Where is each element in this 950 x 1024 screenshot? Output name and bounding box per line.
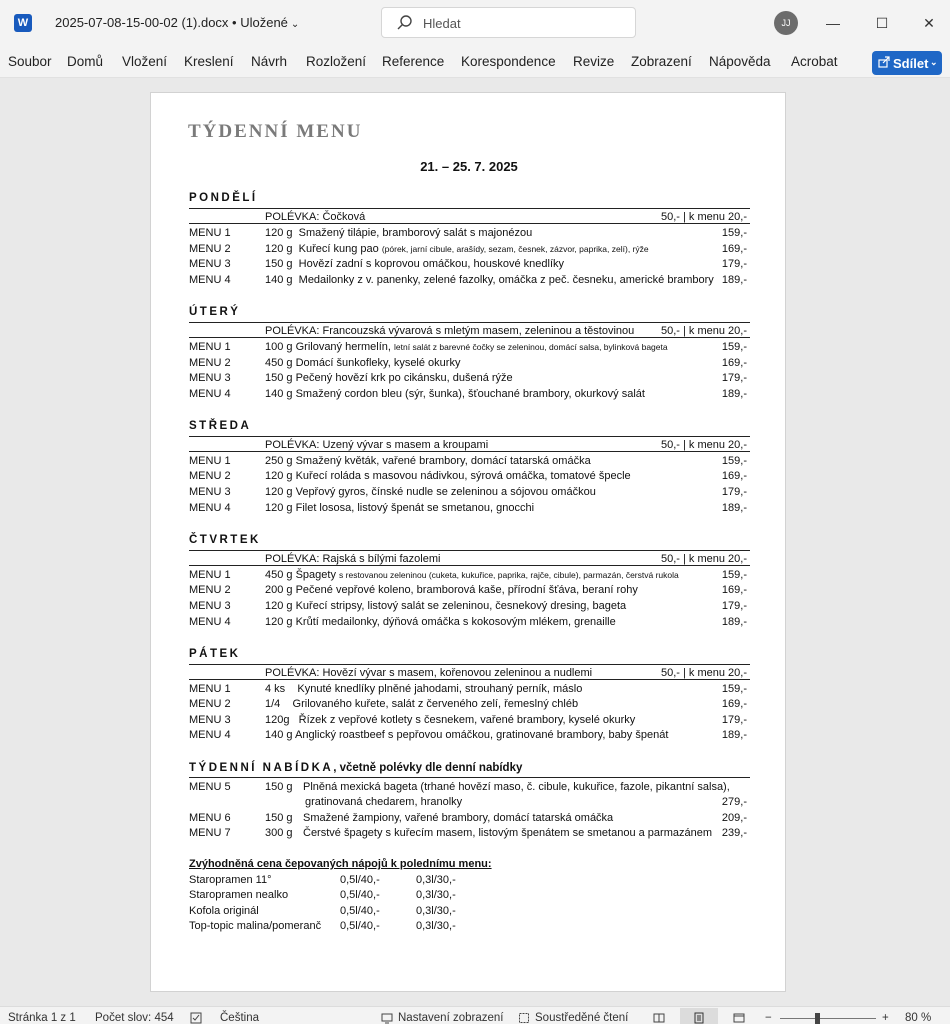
- drink-price-small: 0,3l/30,-: [416, 905, 456, 917]
- tab-korespondence[interactable]: Korespondence: [461, 54, 556, 69]
- soup-text: POLÉVKA: Hovězí vývar s masem, kořenovou zeleninou a nudlemi: [265, 667, 593, 679]
- menu-text: [265, 357, 460, 369]
- tab-revize[interactable]: Revize: [573, 54, 615, 69]
- display-settings-icon: [381, 1012, 393, 1024]
- menu-grams: 120 g: [265, 616, 293, 628]
- menu-grams: 450 g: [265, 569, 293, 581]
- menu-price: 159,-: [721, 683, 747, 695]
- soup-row: [189, 664, 750, 680]
- menu-grams: 120g: [265, 714, 290, 726]
- soup-price: 50,- | k menu 20,-: [660, 667, 747, 679]
- word-icon: W: [14, 14, 32, 32]
- menu-price: 159,-: [721, 569, 747, 581]
- menu-text: [265, 486, 596, 498]
- menu-label: MENU 1: [189, 341, 231, 353]
- menu-grams: 120 g: [265, 502, 293, 514]
- title-bar: [0, 0, 950, 46]
- menu-label: MENU 5: [189, 781, 231, 793]
- menu-label: MENU 2: [189, 243, 231, 255]
- search-box[interactable]: [381, 7, 636, 38]
- menu-text: [265, 243, 649, 255]
- menu-dish-extra: (pórek, jarní cibule, arašídy, sezam, česnek, zázvor, paprika, zelí), rýže: [381, 244, 649, 254]
- chevron-down-icon: ⌄: [930, 57, 938, 67]
- menu-dish: Kuřecí stripsy, listový salát se zeleninou, česnekový dresing, bageta: [295, 600, 627, 612]
- page-count[interactable]: Stránka 1 z 1: [8, 1012, 76, 1024]
- day-heading: PÁTEK: [189, 648, 241, 660]
- day-heading: ÚTERÝ: [189, 306, 241, 318]
- menu-label: MENU 1: [189, 455, 231, 467]
- menu-dish-continued: gratinovaná chedarem, hranolky: [305, 796, 463, 808]
- menu-row: [189, 683, 750, 698]
- menu-label: MENU 7: [189, 827, 231, 839]
- menu-price: 159,-: [721, 227, 747, 239]
- soup-text: POLÉVKA: Rajská s bílými fazolemi: [265, 553, 441, 565]
- day-heading: STŘEDA: [189, 420, 252, 432]
- menu-dish: Kynuté knedlíky plněné jahodami, strouhaný perník, máslo: [297, 683, 583, 695]
- menu-row: [189, 243, 750, 258]
- chevron-down-icon: ⌄: [290, 19, 300, 30]
- menu-dish: Řízek z vepřové kotlety s česnekem, vařené brambory, kyselé okurky: [298, 714, 636, 726]
- menu-row: [189, 372, 750, 387]
- menu-dish: Smažený tilápie, bramborový salát s majonézou: [298, 227, 533, 239]
- share-button[interactable]: [872, 51, 942, 75]
- soup-text: POLÉVKA: Uzený vývar s masem a kroupami: [265, 439, 489, 451]
- menu-text: [265, 341, 668, 353]
- menu-text: [265, 388, 645, 400]
- soup-price: 50,- | k menu 20,-: [660, 325, 747, 337]
- menu-dish: Smažené žampiony, vařené brambory, domácí tatarská omáčka: [303, 812, 614, 824]
- menu-row: [189, 455, 750, 470]
- menu-price: 169,-: [721, 243, 747, 255]
- menu-dish: Vepřový gyros, čínské nudle se zeleninou a sójovou omáčkou: [295, 486, 596, 498]
- drink-price-large: 0,5l/40,-: [340, 920, 380, 932]
- menu-dish: Hovězí zadní s koprovou omáčkou, houskové knedlíky: [298, 258, 565, 270]
- weekly-menu-row: [189, 827, 750, 842]
- minimize-button[interactable]: —: [826, 15, 840, 31]
- menu-label: MENU 2: [189, 698, 231, 710]
- menu-grams: 120 g: [265, 243, 293, 255]
- menu-text: [265, 569, 679, 581]
- close-button[interactable]: ✕: [923, 15, 935, 31]
- menu-row: [189, 227, 750, 242]
- menu-grams: 120 g: [265, 486, 293, 498]
- menu-label: MENU 1: [189, 227, 231, 239]
- menu-grams: 140 g: [265, 274, 293, 286]
- weekly-heading-title: TÝDENNÍ NABÍDKA: [189, 762, 334, 774]
- menu-dish: Grilovaný hermelín,: [295, 341, 391, 353]
- menu-price: 209,-: [721, 812, 747, 824]
- menu-row: [189, 486, 750, 501]
- menu-label: MENU 1: [189, 569, 231, 581]
- menu-price: 179,-: [721, 372, 747, 384]
- tab-reference[interactable]: Reference: [382, 54, 445, 69]
- menu-price: 169,-: [721, 698, 747, 710]
- tab-domu[interactable]: Domů: [67, 54, 104, 69]
- menu-grams: 4 ks: [265, 683, 286, 695]
- soup-row: [189, 322, 750, 338]
- menu-price: 169,-: [721, 357, 747, 369]
- status-bar: [0, 1006, 950, 1024]
- menu-price: 159,-: [721, 455, 747, 467]
- menu-row: [189, 569, 750, 584]
- drink-name: Kofola originál: [189, 905, 259, 917]
- drink-row: [189, 905, 589, 920]
- tab-rozlozeni[interactable]: Rozložení: [306, 54, 367, 69]
- menu-text: [265, 729, 668, 741]
- menu-grams: 150 g: [265, 812, 293, 824]
- read-mode-icon[interactable]: [653, 1012, 665, 1024]
- menu-dish: Smažený cordon bleu (sýr, šunka), šťouchané brambory, okurkový salát: [295, 388, 645, 400]
- menu-grams: 1/4: [265, 698, 281, 710]
- menu-dish: Smažený květák, vařené brambory, domácí tatarská omáčka: [295, 455, 591, 467]
- menu-label: MENU 3: [189, 714, 231, 726]
- menu-price: 179,-: [721, 600, 747, 612]
- menu-dish: Pečený hovězí krk po cikánsku, dušená rýže: [295, 372, 513, 384]
- menu-grams: 300 g: [265, 827, 293, 839]
- menu-price: 179,-: [721, 486, 747, 498]
- search-placeholder: Hledat: [423, 16, 461, 31]
- menu-label: MENU 4: [189, 388, 231, 400]
- menu-label: MENU 2: [189, 470, 231, 482]
- web-layout-icon[interactable]: [733, 1012, 745, 1024]
- menu-row: [189, 357, 750, 372]
- drink-name: Staropramen nealko: [189, 889, 289, 901]
- weekly-menu-row: [189, 781, 750, 811]
- language[interactable]: Čeština: [220, 1012, 259, 1024]
- menu-dish: Anglický roastbeef s pepřovou omáčkou, gratinované brambory, baby špenát: [294, 729, 669, 741]
- zoom-in-button[interactable]: +: [882, 1012, 889, 1024]
- drink-price-small: 0,3l/30,-: [416, 874, 456, 886]
- menu-price: 179,-: [721, 714, 747, 726]
- menu-row: [189, 584, 750, 599]
- menu-price: 189,-: [721, 388, 747, 400]
- menu-label: MENU 4: [189, 274, 231, 286]
- menu-grams: 120 g: [265, 470, 293, 482]
- document-page[interactable]: [150, 92, 786, 992]
- menu-grams: 150 g: [265, 781, 293, 793]
- drink-price-small: 0,3l/30,-: [416, 920, 456, 932]
- menu-text: [265, 698, 578, 710]
- menu-grams: 200 g: [265, 584, 293, 596]
- menu-text: [265, 584, 638, 596]
- menu-price: 179,-: [721, 258, 747, 270]
- document-date: 21. – 25. 7. 2025: [420, 159, 518, 174]
- focus-button[interactable]: Soustředěné čtení: [535, 1012, 629, 1024]
- menu-price: 189,-: [721, 729, 747, 741]
- menu-label: MENU 2: [189, 584, 231, 596]
- menu-label: MENU 4: [189, 502, 231, 514]
- zoom-out-button[interactable]: −: [765, 1012, 772, 1024]
- menu-dish: Domácí šunkofleky, kyselé okurky: [295, 357, 461, 369]
- display-settings-button[interactable]: Nastavení zobrazení: [398, 1012, 504, 1024]
- menu-text: [265, 274, 714, 286]
- zoom-slider-thumb[interactable]: [815, 1013, 820, 1024]
- menu-label: MENU 6: [189, 812, 231, 824]
- day-heading: ČTVRTEK: [189, 534, 261, 546]
- menu-text: [265, 502, 534, 514]
- tab-napoveda[interactable]: Nápověda: [709, 54, 771, 69]
- share-label: Sdílet: [893, 56, 929, 71]
- soup-price: 50,- | k menu 20,-: [660, 439, 747, 451]
- menu-row: [189, 470, 750, 485]
- menu-text: [265, 470, 631, 482]
- menu-row: [189, 274, 750, 289]
- menu-grams: 120 g: [265, 600, 293, 612]
- soup-row: [189, 550, 750, 566]
- tab-navrh[interactable]: Návrh: [251, 54, 288, 69]
- document-heading: TÝDENNÍ MENU: [188, 121, 363, 142]
- tab-soubor[interactable]: Soubor: [8, 54, 52, 69]
- drink-price-small: 0,3l/30,-: [416, 889, 456, 901]
- menu-row: [189, 258, 750, 273]
- menu-text: [265, 714, 635, 726]
- menu-dish: Kuřecí kung pao: [298, 243, 379, 255]
- drink-row: [189, 920, 589, 935]
- search-icon: [396, 14, 414, 32]
- menu-text: [265, 372, 513, 384]
- menu-grams: 100 g: [265, 341, 293, 353]
- menu-dish: Plněná mexická bageta (trhané hovězí maso, č. cibule, kukuřice, fazole, pikantní salsa),: [303, 781, 730, 793]
- menu-price: 169,-: [721, 470, 747, 482]
- word-count[interactable]: Počet slov: 454: [95, 1012, 174, 1024]
- menu-dish: Kuřecí roláda s masovou nádivkou, sýrová omáčka, tomatové špecle: [295, 470, 631, 482]
- menu-text: [265, 455, 591, 467]
- soup-price: 50,- | k menu 20,-: [660, 553, 747, 565]
- menu-text: [265, 683, 582, 695]
- weekly-heading-note: , včetně polévky dle denní nabídky: [333, 762, 523, 774]
- tab-kresleni[interactable]: Kreslení: [184, 54, 234, 69]
- menu-dish: Pečené vepřové koleno, bramborová kaše, přírodní šťáva, beraní rohy: [295, 584, 638, 596]
- menu-label: MENU 3: [189, 372, 231, 384]
- soup-text: POLÉVKA: Čočková: [265, 211, 366, 223]
- ribbon-tabs: [0, 46, 950, 78]
- menu-row: [189, 600, 750, 615]
- menu-price: 239,-: [721, 827, 747, 839]
- focus-icon: [518, 1012, 530, 1024]
- menu-price: 159,-: [721, 341, 747, 353]
- menu-grams: 140 g: [265, 729, 293, 741]
- menu-text: [265, 258, 564, 270]
- menu-row: [189, 388, 750, 403]
- menu-row: [189, 729, 750, 744]
- menu-row: [189, 714, 750, 729]
- zoom-level[interactable]: 80 %: [905, 1012, 932, 1024]
- maximize-button[interactable]: ☐: [875, 15, 889, 31]
- menu-price: 189,-: [721, 274, 747, 286]
- menu-grams: 450 g: [265, 357, 293, 369]
- menu-price: 189,-: [721, 616, 747, 628]
- menu-label: MENU 3: [189, 486, 231, 498]
- soup-price: 50,- | k menu 20,-: [660, 211, 747, 223]
- document-title[interactable]: [55, 15, 299, 30]
- menu-grams: 250 g: [265, 455, 293, 467]
- menu-text: [265, 227, 532, 239]
- menu-grams: 150 g: [265, 258, 293, 270]
- soup-row: [189, 208, 750, 224]
- document-title-text: 2025-07-08-15-00-02 (1).docx • Uložené: [55, 15, 288, 30]
- menu-dish: Grilovaného kuřete, salát z červeného zelí, řemeslný chléb: [292, 698, 579, 710]
- menu-grams: 150 g: [265, 372, 293, 384]
- menu-grams: 120 g: [265, 227, 293, 239]
- menu-text: [265, 616, 616, 628]
- soup-row: [189, 436, 750, 452]
- day-heading: PONDĚLÍ: [189, 192, 258, 204]
- menu-label: MENU 4: [189, 729, 231, 741]
- menu-row: [189, 698, 750, 713]
- menu-grams: 140 g: [265, 388, 293, 400]
- print-layout-icon[interactable]: [693, 1012, 705, 1024]
- menu-dish: Filet lososa, listový špenát se smetanou, gnocchi: [295, 502, 535, 514]
- tab-vlozeni[interactable]: Vložení: [122, 54, 168, 69]
- menu-dish: Čerstvé špagety s kuřecím masem, listovým špenátem se smetanou a parmazánem: [303, 827, 712, 839]
- menu-dish-extra: s restovanou zeleninou (cuketa, kukuřice, paprika, rajče, cibule), parmazán, čerstvá rukola: [339, 570, 679, 580]
- menu-price: 169,-: [721, 584, 747, 596]
- menu-label: MENU 2: [189, 357, 231, 369]
- menu-price: 279,-: [721, 796, 747, 808]
- menu-dish: Krůtí medailonky, dýňová omáčka s kokosovým mlékem, grenaille: [295, 616, 616, 628]
- document-canvas: [0, 78, 950, 1006]
- proofing-icon[interactable]: [190, 1012, 202, 1024]
- zoom-slider[interactable]: [780, 1018, 876, 1019]
- drink-price-large: 0,5l/40,-: [340, 889, 380, 901]
- menu-row: [189, 502, 750, 517]
- share-icon: [878, 56, 890, 68]
- drink-price-large: 0,5l/40,-: [340, 874, 380, 886]
- menu-text: [265, 600, 626, 612]
- avatar[interactable]: JJ: [774, 11, 798, 35]
- weekly-menu-row: [189, 812, 750, 827]
- drink-price-large: 0,5l/40,-: [340, 905, 380, 917]
- drink-row: [189, 874, 589, 889]
- menu-label: MENU 3: [189, 258, 231, 270]
- menu-label: MENU 1: [189, 683, 231, 695]
- tab-zobrazeni[interactable]: Zobrazení: [631, 54, 692, 69]
- soup-text: POLÉVKA: Francouzská vývarová s mletým masem, zeleninou a těstovinou: [265, 325, 635, 337]
- drinks-title: Zvýhodněná cena čepovaných nápojů k polednímu menu:: [189, 858, 492, 870]
- menu-row: [189, 341, 750, 356]
- tab-acrobat[interactable]: Acrobat: [791, 54, 838, 69]
- menu-row: [189, 616, 750, 631]
- weekly-heading: [189, 762, 750, 778]
- menu-price: 189,-: [721, 502, 747, 514]
- drink-name: Top-topic malina/pomeranč: [189, 920, 322, 932]
- menu-label: MENU 4: [189, 616, 231, 628]
- drink-row: [189, 889, 589, 904]
- menu-dish: Špagety: [295, 569, 336, 581]
- menu-dish: Medailonky z v. panenky, zelené fazolky, omáčka z peč. česneku, americké brambory: [298, 274, 714, 286]
- drink-name: Staropramen 11°: [189, 874, 272, 886]
- menu-dish-extra: letní salát z barevné čočky se zeleninou, domácí salsa, bylinková bageta: [394, 342, 668, 352]
- menu-label: MENU 3: [189, 600, 231, 612]
